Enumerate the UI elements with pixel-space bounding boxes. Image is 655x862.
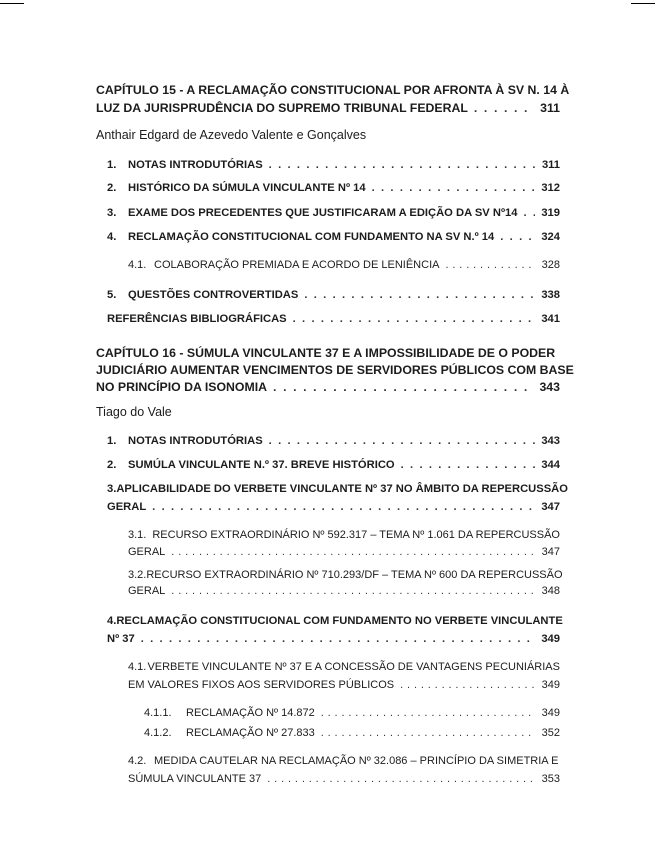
toc-entry[interactable]: 5. QUESTÕES CONTROVERTIDAS . . . 338 bbox=[107, 288, 560, 302]
crop-mark-right bbox=[631, 3, 655, 4]
toc-entry[interactable]: 4. RECLAMAÇÃO CONSTITUCIONAL COM FUNDAMENTO NA SV N.º 14 . . . 324 bbox=[107, 230, 560, 244]
toc-entry-line1[interactable]: 4. RECLAMAÇÃO CONSTITUCIONAL COM FUNDAMENTO NO VERBETE VINCULANTE bbox=[107, 615, 563, 627]
chapter-16-title-line1: CAPÍTULO 16 - SÚMULA VINCULANTE 37 E A IMPOSSIBILIDADE DE O PODER bbox=[96, 346, 556, 360]
toc-subentry-line2[interactable]: SÚMULA VINCULANTE 37 . . . 353 bbox=[128, 772, 560, 786]
toc-entry-line1[interactable]: 3. APLICABILIDADE DO VERBETE VINCULANTE Nº 37 NO ÂMBITO DA REPERCUSSÃO bbox=[107, 483, 568, 495]
toc-entry-line2[interactable]: Nº 37 . . . 349 bbox=[107, 632, 560, 646]
toc-subentry-line1[interactable]: 4.2. MEDIDA CAUTELAR NA RECLAMAÇÃO Nº 32.086 – PRINCÍPIO DA SIMETRIA E bbox=[128, 755, 559, 767]
toc-entry[interactable]: 1. NOTAS INTRODUTÓRIAS . . . 311 bbox=[107, 158, 560, 172]
chapter-16-title-line2: JUDICIÁRIO AUMENTAR VENCIMENTOS DE SERVIDORES PÚBLICOS COM BASE bbox=[96, 363, 574, 377]
toc-entry-line2[interactable]: GERAL . . . 347 bbox=[107, 500, 560, 514]
toc-entry[interactable]: 2. SUMÚLA VINCULANTE N.º 37. BREVE HISTÓRICO . . . 344 bbox=[107, 458, 560, 472]
toc-subentry-line1[interactable]: 3.2. RECURSO EXTRAORDINÁRIO Nº 710.293/DF – TEMA Nº 600 DA REPERCUSSÃO bbox=[128, 569, 563, 581]
toc-entry[interactable]: 3. EXAME DOS PRECEDENTES QUE JUSTIFICARAM A EDIÇÃO DA SV Nº14 . . . 319 bbox=[107, 206, 560, 220]
toc-subentry-line2[interactable]: GERAL . . . 348 bbox=[128, 584, 560, 598]
toc-subentry-line1[interactable]: 4.1. VERBETE VINCULANTE Nº 37 E A CONCESSÃO DE VANTAGENS PECUNIÁRIAS bbox=[128, 661, 560, 673]
chapter-15-author: Anthair Edgard de Azevedo Valente e Gonçalves bbox=[96, 128, 367, 142]
toc-subsubentry[interactable]: 4.1.1. RECLAMAÇÃO Nº 14.872 . . . 349 bbox=[144, 706, 560, 720]
toc-subentry[interactable]: 4.1. COLABORAÇÃO PREMIADA E ACORDO DE LENIÊNCIA . . . 328 bbox=[128, 258, 560, 272]
chapter-15-page: 311 bbox=[540, 101, 560, 115]
chapter-16-page: 343 bbox=[539, 380, 560, 394]
chapter-16-title-line3: NO PRINCÍPIO DA ISONOMIA . . . 343 bbox=[96, 380, 560, 394]
toc-subentry-line1[interactable]: 3.1. RECURSO EXTRAORDINÁRIO Nº 592.317 – TEMA Nº 1.061 DA REPERCUSSÃO bbox=[128, 529, 560, 541]
chapter-15-title-line2: LUZ DA JURISPRUDÊNCIA DO SUPREMO TRIBUNAL FEDERAL . . . 311 bbox=[96, 101, 560, 115]
toc-subentry-line2[interactable]: GERAL . . . 347 bbox=[128, 545, 560, 559]
toc-subentry-line2[interactable]: EM VALORES FIXOS AOS SERVIDORES PÚBLICOS . . . 349 bbox=[128, 678, 560, 692]
chapter-15-title-line1: CAPÍTULO 15 - A RECLAMAÇÃO CONSTITUCIONAL POR AFRONTA À SV N. 14 À bbox=[96, 83, 570, 97]
toc-subsubentry[interactable]: 4.1.2. RECLAMAÇÃO Nº 27.833 . . . 352 bbox=[144, 726, 560, 740]
toc-entry[interactable]: 1. NOTAS INTRODUTÓRIAS . . . 343 bbox=[107, 434, 560, 448]
toc-entry-references[interactable]: REFERÊNCIAS BIBLIOGRÁFICAS . . . 341 bbox=[107, 312, 560, 326]
crop-mark-left bbox=[0, 3, 24, 4]
chapter-16-author: Tiago do Vale bbox=[96, 405, 172, 419]
toc-entry[interactable]: 2. HISTÓRICO DA SÚMULA VINCULANTE Nº 14 . . . 312 bbox=[107, 181, 560, 195]
